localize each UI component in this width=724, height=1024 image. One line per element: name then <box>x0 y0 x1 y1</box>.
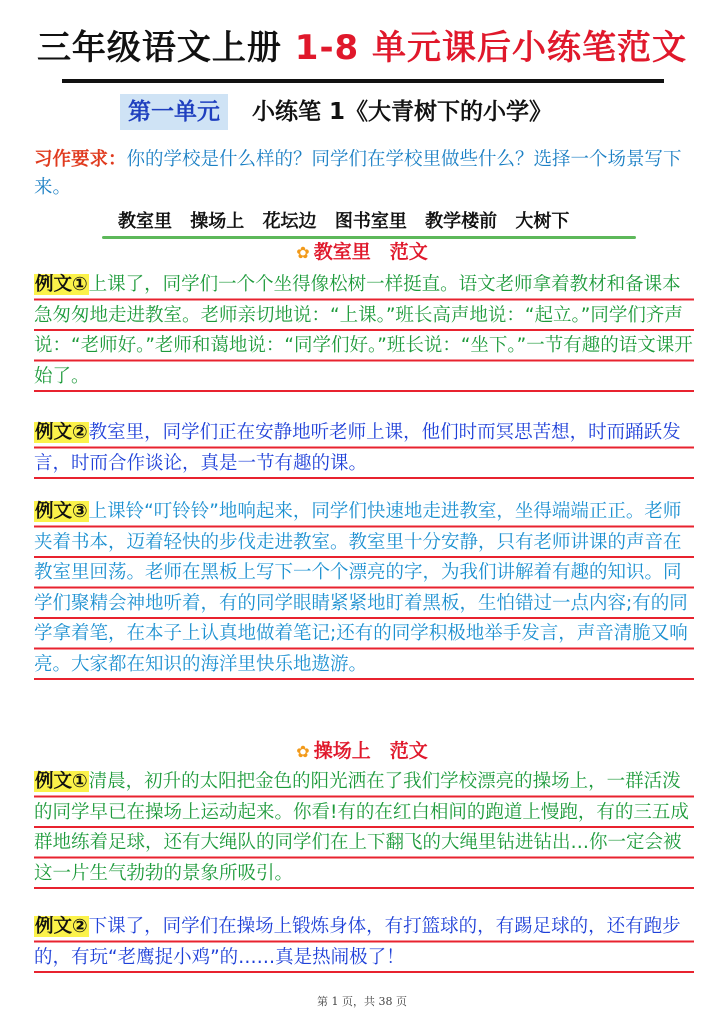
essay-text: 上课了，同学们一个个坐得像松树一样挺直。语文老师拿着教材和备课本急匆匆地走进教室。老师亲切地说：“上课。”班长高声地说：“起立。”同学们齐声说：“老师好。”老师和蔼地说：“同学们好。”班长说：“坐下。”一节有趣的语文课开始了。 <box>34 274 693 387</box>
essay-tag: 例文② <box>35 916 88 937</box>
scene-option: 操场上 <box>190 211 245 232</box>
essay-playground-2 <box>34 912 694 973</box>
scene-options <box>118 210 618 234</box>
essay-classroom-1 <box>34 270 694 392</box>
unit-heading <box>0 94 724 130</box>
essay-classroom-3 <box>34 497 694 680</box>
scene-option: 大树下 <box>515 211 570 232</box>
title-part-2: 1-8 单元课后小练笔范文 <box>294 28 688 68</box>
essay-tag: 例文① <box>35 771 88 792</box>
essay-tag: 例文① <box>35 274 88 295</box>
page-footer: 第 1 页，共 38 页 <box>317 995 407 1008</box>
essay-tag: 例文② <box>35 422 88 443</box>
scene-option: 教室里 <box>118 211 172 232</box>
essay-text: 下课了，同学们在操场上锻炼身体，有打篮球的，有踢足球的，还有跑步的，有玩“老鹰捉小鸡”的……真是热闹极了！ <box>34 916 681 968</box>
requirement-label: 习作要求： <box>34 149 127 170</box>
writing-requirement <box>34 146 694 202</box>
essay-tag: 例文③ <box>35 501 88 522</box>
essay-playground-1 <box>34 767 694 889</box>
flower-icon: ✿ <box>296 742 310 761</box>
title-underline <box>62 79 664 83</box>
unit-label: 第一单元 <box>120 94 228 130</box>
title-part-1: 三年级语文上册 <box>36 28 295 68</box>
requirement-text: 你的学校是什么样的？同学们在学校里做些什么？选择一个场景写下来。 <box>34 149 682 198</box>
scene-option: 教学楼前 <box>425 211 498 232</box>
essay-classroom-2 <box>34 418 694 479</box>
essay-text: 上课铃“叮铃铃”地响起来，同学们快速地走进教室，坐得端端正正。老师夹着书本，迈着轻快的步伐走进教室。教室里十分安静，只有老师讲课的声音在教室里回荡。老师在黑板上写下一个个漂亮的字，为我们讲解着有趣的知识。同学们聚精会神地听着，有的同学眼睛紧紧地盯着黑板，生怕错过一点内容;有的同学拿着笔，在本子上认真地做着笔记;还有的同学积极地举手发言，声音清脆又响亮。大家都在知识的海洋里快乐地遨游。 <box>34 501 688 675</box>
scene-option: 花坛边 <box>262 211 317 232</box>
section-heading-playground <box>0 738 724 765</box>
page-title <box>0 26 724 70</box>
essay-text: 清晨，初升的太阳把金色的阳光洒在了我们学校漂亮的操场上，一群活泼的同学早已在操场上运动起来。你看!有的在红白相间的跑道上慢跑，有的三五成群地练着足球，还有大绳队的同学们在上下翻飞的大绳里钻进钻出…你一定会被这一片生气勃勃的景象所吸引。 <box>34 771 689 884</box>
section-heading-text: 操场上 范文 <box>313 740 428 762</box>
section-heading-classroom <box>0 239 724 266</box>
section-heading-text: 教室里 范文 <box>313 241 428 263</box>
flower-icon: ✿ <box>296 243 310 262</box>
essay-text: 教室里，同学们正在安静地听老师上课，他们时而冥思苦想，时而踊跃发言，时而合作谈论，真是一节有趣的课。 <box>34 422 681 474</box>
scene-option: 图书室里 <box>334 211 407 232</box>
unit-title: 小练笔 1《大青树下的小学》 <box>252 99 553 125</box>
